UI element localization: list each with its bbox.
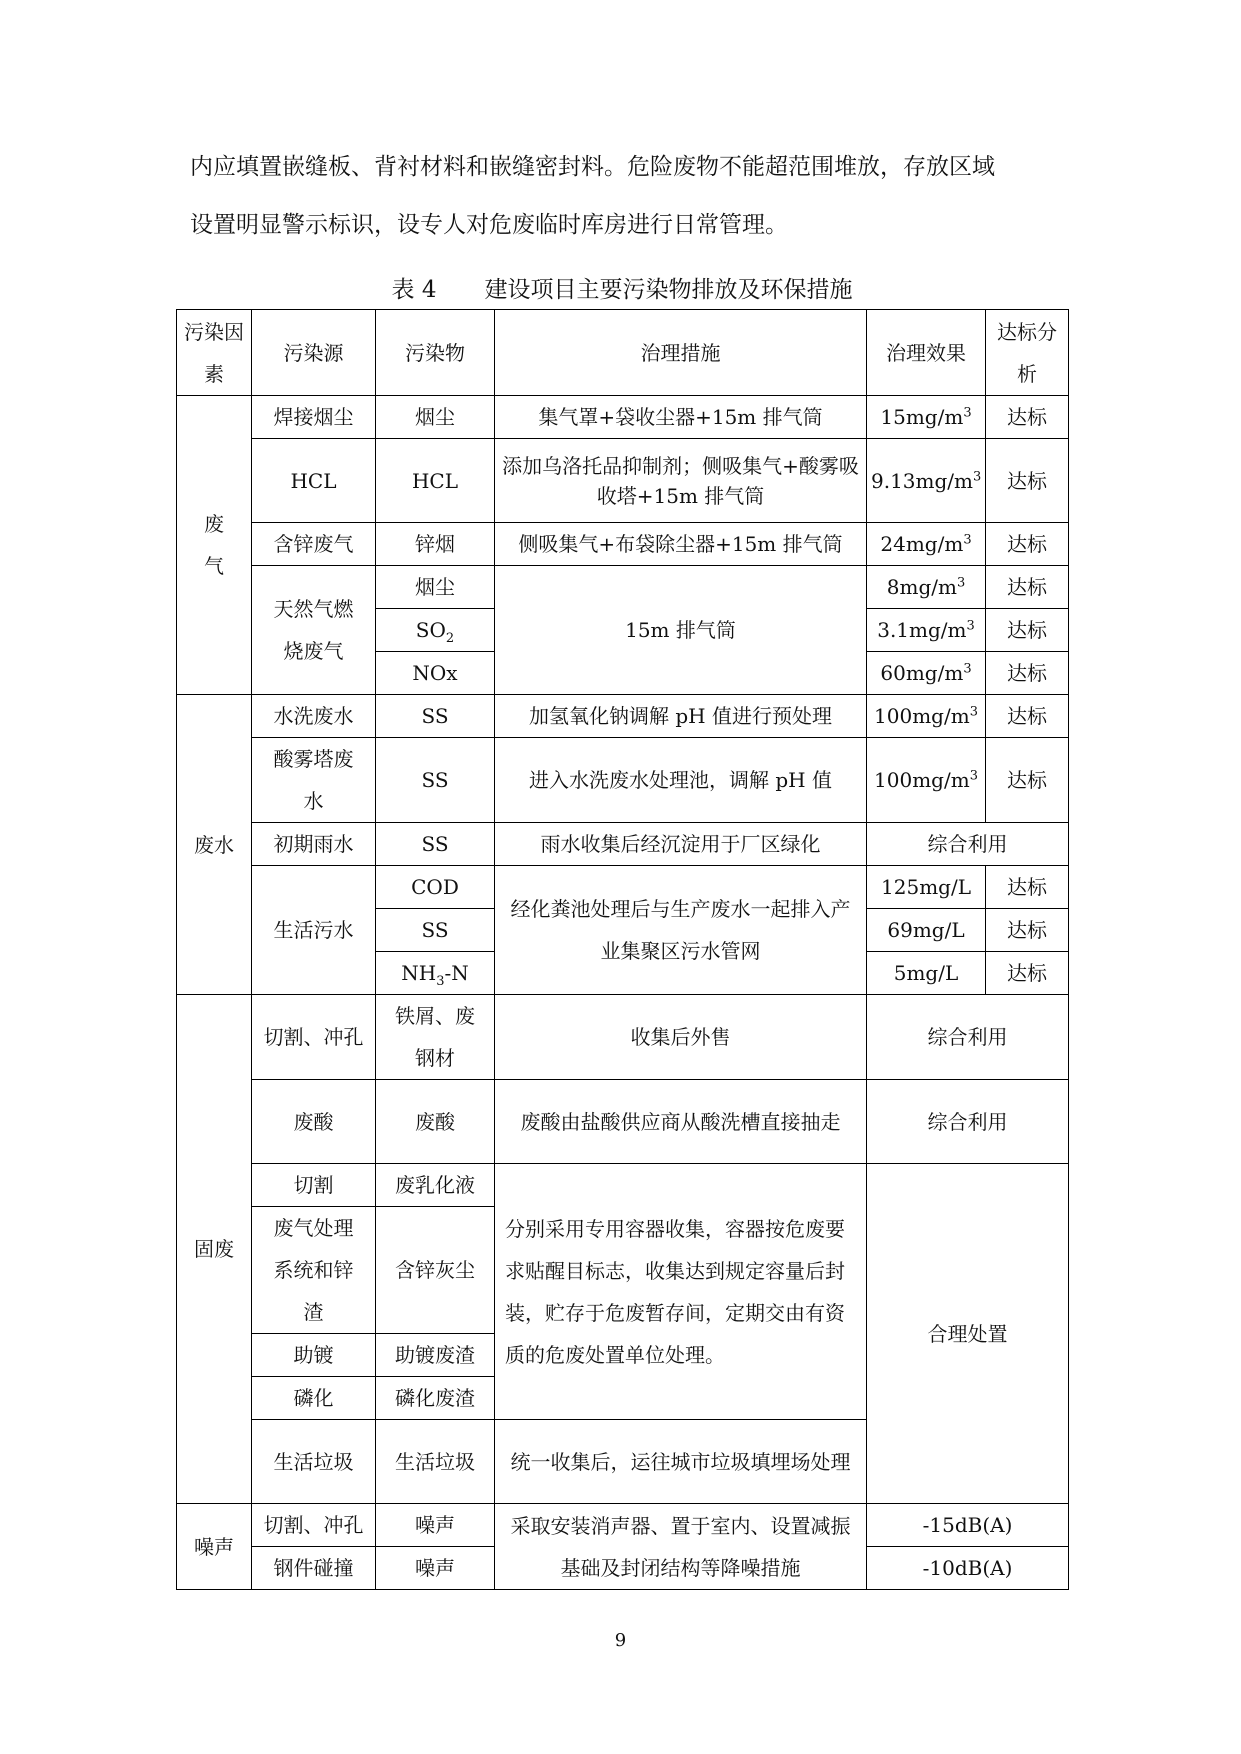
cell-source: 废酸 (252, 1080, 376, 1164)
cell-pollutant: SS (376, 695, 495, 738)
table-title: 建设项目主要污染物排放及环保措施 (484, 277, 853, 303)
group-water: 废水 (177, 695, 252, 995)
cell-pollutant: NOx (376, 652, 495, 695)
table-row (177, 1080, 1069, 1164)
cell-source: 焊接烟尘 (252, 396, 376, 439)
header-analysis: 达标分析 (986, 310, 1069, 396)
table-row (177, 1504, 1069, 1547)
cell-pollutant: $NH_3-N$ (376, 952, 495, 995)
table-row (177, 523, 1069, 566)
cell-pollutant: 助镀废渣 (376, 1334, 495, 1377)
cell-source: 天然气燃烧废气 (252, 566, 376, 695)
cell-effect: $100mg/m^3$ (867, 695, 986, 738)
cell-measure: 加氢氧化钠调解 pH 值进行预处理 (495, 695, 867, 738)
cell-pollutant: SS (376, 909, 495, 952)
cell-effect: 综合利用 (867, 1080, 1069, 1164)
cell-pollutant: SS (376, 823, 495, 866)
group-solid: 固废 (177, 995, 252, 1504)
header-measure: 治理措施 (495, 310, 867, 396)
table-row (177, 738, 1069, 823)
cell-pollutant: COD (376, 866, 495, 909)
cell-measure: 侧吸集气+布袋除尘器+15m 排气筒 (495, 523, 867, 566)
cell-source: 钢件碰撞 (252, 1547, 376, 1590)
cell-effect: $8mg/m^3$ (867, 566, 986, 609)
cell-effect: 合理处置 (867, 1164, 1069, 1504)
cell-effect: -10dB(A) (867, 1547, 1069, 1590)
cell-measure: 雨水收集后经沉淀用于厂区绿化 (495, 823, 867, 866)
cell-effect: $3.1mg/m^3$ (867, 609, 986, 652)
header-factor: 污染因素 (177, 310, 252, 396)
cell-pollutant: 烟尘 (376, 396, 495, 439)
cell-pollutant: HCL (376, 439, 495, 523)
cell-analysis: 达标 (986, 566, 1069, 609)
table-row (177, 1164, 1069, 1207)
cell-source: HCL (252, 439, 376, 523)
cell-source: 切割、冲孔 (252, 995, 376, 1080)
cell-measure: 经化粪池处理后与生产废水一起排入产业集聚区污水管网 (495, 866, 867, 995)
cell-pollutant: $SO_2$ (376, 609, 495, 652)
table-header-row (177, 310, 1069, 396)
cell-analysis: 达标 (986, 439, 1069, 523)
cell-measure: 废酸由盐酸供应商从酸洗槽直接抽走 (495, 1080, 867, 1164)
cell-effect: $9.13mg/m^3$ (867, 439, 986, 523)
cell-analysis: 达标 (986, 738, 1069, 823)
table-row (177, 439, 1069, 523)
cell-pollutant: 铁屑、废钢材 (376, 995, 495, 1080)
cell-source: 初期雨水 (252, 823, 376, 866)
cell-source: 酸雾塔废水 (252, 738, 376, 823)
group-gas: 废气 (177, 396, 252, 695)
cell-measure: 添加乌洛托品抑制剂；侧吸集气+酸雾吸收塔+15m 排气筒 (495, 439, 867, 523)
cell-measure: 分别采用专用容器收集，容器按危废要求贴醒目标志，收集达到规定容量后封装，贮存于危废暂存间，定期交由有资质的危废处置单位处理。 (495, 1164, 867, 1420)
table-row (177, 695, 1069, 738)
cell-analysis: 达标 (986, 695, 1069, 738)
cell-measure: 集气罩+袋收尘器+15m 排气筒 (495, 396, 867, 439)
cell-analysis: 达标 (986, 396, 1069, 439)
cell-pollutant: 废乳化液 (376, 1164, 495, 1207)
cell-source: 废气处理系统和锌渣 (252, 1207, 376, 1334)
page-number: 9 (614, 1630, 627, 1651)
cell-pollutant: 生活垃圾 (376, 1420, 495, 1504)
table-caption (176, 270, 1068, 310)
cell-pollutant: 磷化废渣 (376, 1377, 495, 1420)
cell-analysis: 达标 (986, 866, 1069, 909)
header-source: 污染源 (252, 310, 376, 396)
cell-source: 助镀 (252, 1334, 376, 1377)
cell-pollutant: SS (376, 738, 495, 823)
cell-pollutant: 噪声 (376, 1547, 495, 1590)
cell-source: 磷化 (252, 1377, 376, 1420)
paragraph-line: 内应填置嵌缝板、背衬材料和嵌缝密封料。危险废物不能超范围堆放，存放区域 (190, 154, 995, 180)
cell-effect: -15dB(A) (867, 1504, 1069, 1547)
cell-analysis: 达标 (986, 652, 1069, 695)
cell-source: 含锌废气 (252, 523, 376, 566)
cell-effect: 综合利用 (867, 823, 1069, 866)
header-effect: 治理效果 (867, 310, 986, 396)
table-row (177, 866, 1069, 909)
cell-measure: 统一收集后，运往城市垃圾填埋场处理 (495, 1420, 867, 1504)
cell-measure: 进入水洗废水处理池，调解 pH 值 (495, 738, 867, 823)
cell-source: 生活污水 (252, 866, 376, 995)
cell-analysis: 达标 (986, 952, 1069, 995)
table-row (177, 396, 1069, 439)
cell-analysis: 达标 (986, 909, 1069, 952)
cell-source: 切割 (252, 1164, 376, 1207)
table-number: 表 4 (391, 277, 437, 303)
body-paragraph (190, 138, 1070, 254)
paragraph-line: 设置明显警示标识，设专人对危废临时库房进行日常管理。 (190, 212, 788, 238)
cell-analysis: 达标 (986, 609, 1069, 652)
cell-source: 切割、冲孔 (252, 1504, 376, 1547)
cell-measure: 15m 排气筒 (495, 566, 867, 695)
cell-effect: $60mg/m^3$ (867, 652, 986, 695)
cell-source: 水洗废水 (252, 695, 376, 738)
cell-effect: 综合利用 (867, 995, 1069, 1080)
cell-effect: $100mg/m^3$ (867, 738, 986, 823)
pollution-table (176, 309, 1069, 1590)
cell-pollutant: 烟尘 (376, 566, 495, 609)
cell-measure: 采取安装消声器、置于室内、设置减振基础及封闭结构等降噪措施 (495, 1504, 867, 1590)
cell-effect: $24mg/m^3$ (867, 523, 986, 566)
group-noise: 噪声 (177, 1504, 252, 1590)
table-row (177, 566, 1069, 609)
cell-analysis: 达标 (986, 523, 1069, 566)
cell-effect: 69mg/L (867, 909, 986, 952)
cell-effect: 5mg/L (867, 952, 986, 995)
table-row (177, 823, 1069, 866)
cell-effect: $15mg/m^3$ (867, 396, 986, 439)
cell-pollutant: 含锌灰尘 (376, 1207, 495, 1334)
cell-pollutant: 噪声 (376, 1504, 495, 1547)
cell-effect: 125mg/L (867, 866, 986, 909)
header-pollutant: 污染物 (376, 310, 495, 396)
cell-pollutant: 废酸 (376, 1080, 495, 1164)
cell-source: 生活垃圾 (252, 1420, 376, 1504)
table-row (177, 995, 1069, 1080)
cell-pollutant: 锌烟 (376, 523, 495, 566)
cell-measure: 收集后外售 (495, 995, 867, 1080)
